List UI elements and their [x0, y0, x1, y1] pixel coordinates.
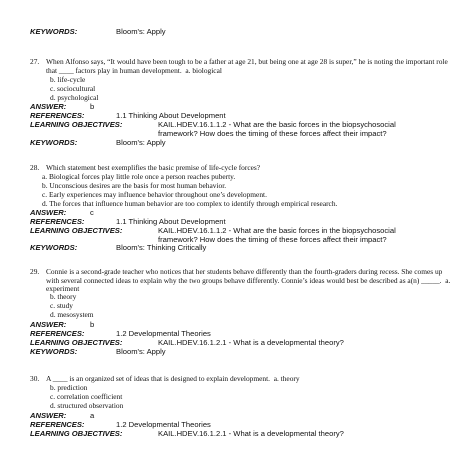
keywords-label: KEYWORDS:: [30, 347, 78, 356]
keywords-value: Bloom's: Apply: [116, 27, 166, 36]
answer-label: ANSWER:: [30, 208, 67, 217]
option-b: b. prediction: [50, 383, 88, 392]
option-d: d. mesosystem: [50, 310, 94, 319]
option-b: b. life-cycle: [50, 75, 86, 84]
learning-objectives-value: KAIL.HDEV.16.1.1.2 - What are the basic forces in the biopsychosocial: [158, 226, 396, 235]
keywords-label: KEYWORDS:: [30, 138, 78, 147]
learning-objectives-label: LEARNING OBJECTIVES:: [30, 429, 123, 438]
question-number: 29.: [30, 267, 40, 276]
option-a: a. theory: [273, 374, 300, 383]
option-a: a. biological: [185, 65, 222, 75]
learning-objectives-continuation: framework? How does the timing of these forces affect their impact?: [158, 235, 387, 244]
answer-label: ANSWER:: [30, 102, 67, 111]
learning-objectives-value: KAIL.HDEV.16.1.2.1 - What is a developmental theory?: [158, 429, 344, 438]
references-label: REFERENCES:: [30, 111, 85, 120]
question-stem: A ____ is an organized set of ideas that is designed to explain development. a. theory: [46, 374, 300, 383]
keywords-label: KEYWORDS:: [30, 243, 78, 252]
answer-label: ANSWER:: [30, 411, 67, 420]
option-d: d. structured observation: [50, 401, 124, 410]
question-stem: When Alfonso says, “It would have been tough to be a father at age 21, but being one at age 28 is super,” he is noting the important role that ____ factors play in human development. a. biological: [46, 57, 448, 75]
option-d: d. The forces that influence human behavior are too complex to identify through empirical research.: [42, 199, 338, 208]
answer-value: c: [90, 208, 94, 217]
keywords-value: Bloom's: Apply: [116, 347, 166, 356]
keywords-value: Bloom's: Thinking Critically: [116, 243, 207, 252]
question-stem: Which statement best exemplifies the basic premise of life-cycle forces?: [46, 163, 261, 172]
answer-value: b: [90, 102, 95, 111]
question-stem: Connie is a second-grade teacher who notices that her students behave differently than the fourth-graders during recess. She comes up with several connected ideas to explain why the two groups behave differently. Connie’s ideas would best be described as a(n) _____. a. experiment: [46, 267, 451, 293]
learning-objectives-label: LEARNING OBJECTIVES:: [30, 120, 123, 129]
keywords-value: Bloom's: Apply: [116, 138, 166, 147]
question-number: 28.: [30, 163, 40, 172]
option-d: d. psychological: [50, 93, 99, 102]
option-a: a. experiment: [46, 275, 451, 293]
option-c: c. sociocultural: [50, 84, 96, 93]
answer-value: a: [90, 411, 95, 420]
learning-objectives-value: KAIL.HDEV.16.1.2.1 - What is a developmental theory?: [158, 338, 344, 347]
option-b: b. theory: [50, 292, 77, 301]
option-c: c. study: [50, 301, 73, 310]
references-label: REFERENCES:: [30, 329, 85, 338]
keywords-label: KEYWORDS:: [30, 27, 78, 36]
references-value: 1.2 Developmental Theories: [116, 420, 211, 429]
question-number: 30.: [30, 374, 40, 383]
learning-objectives-value: KAIL.HDEV.16.1.1.2 - What are the basic forces in the biopsychosocial: [158, 120, 396, 129]
answer-label: ANSWER:: [30, 320, 67, 329]
references-label: REFERENCES:: [30, 217, 85, 226]
question-number: 27.: [30, 57, 40, 66]
option-b: b. Unconscious desires are the basis for most human behavior.: [42, 181, 227, 190]
references-value: 1.2 Developmental Theories: [116, 329, 211, 338]
learning-objectives-label: LEARNING OBJECTIVES:: [30, 226, 123, 235]
answer-value: b: [90, 320, 95, 329]
references-label: REFERENCES:: [30, 420, 85, 429]
learning-objectives-continuation: framework? How does the timing of these forces affect their impact?: [158, 129, 387, 138]
learning-objectives-label: LEARNING OBJECTIVES:: [30, 338, 123, 347]
option-c: c. correlation coefficient: [50, 392, 123, 401]
option-c: c. Early experiences may influence behavior throughout one’s development.: [42, 190, 267, 199]
references-value: 1.1 Thinking About Development: [116, 111, 226, 120]
references-value: 1.1 Thinking About Development: [116, 217, 226, 226]
option-a: a. Biological forces play little role once a person reaches puberty.: [42, 172, 236, 181]
